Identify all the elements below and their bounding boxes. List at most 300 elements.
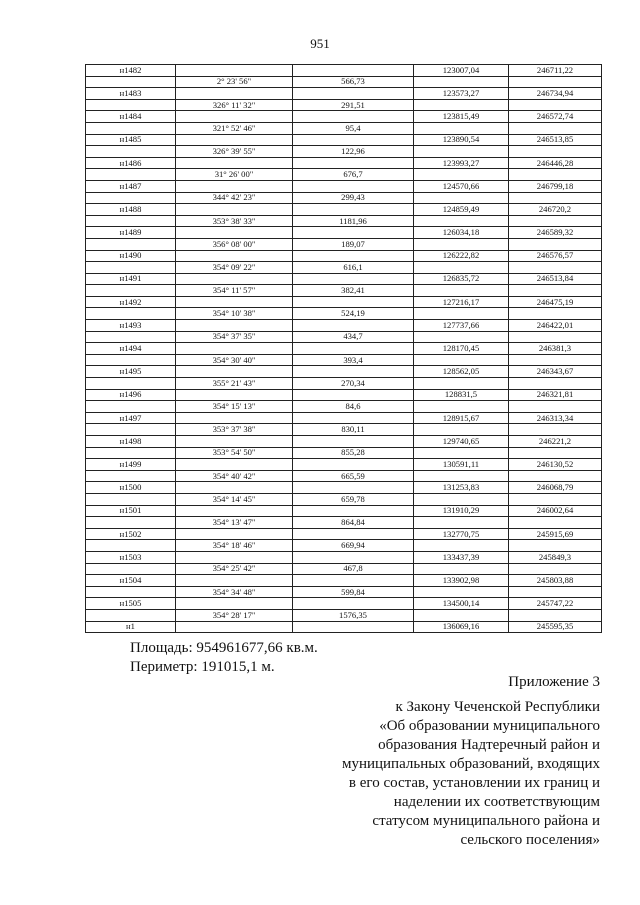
point-id-cell xyxy=(86,192,176,204)
point-row xyxy=(86,551,602,563)
x-coordinate-cell: 128831,5 xyxy=(414,389,509,401)
angle-cell xyxy=(176,436,293,448)
distance-cell xyxy=(293,459,414,471)
x-coordinate-cell: 123890,54 xyxy=(414,134,509,146)
segment-row xyxy=(86,192,602,204)
point-row xyxy=(86,343,602,355)
x-coordinate-cell xyxy=(414,146,509,158)
distance-cell xyxy=(293,111,414,123)
y-coordinate-cell: 245849,3 xyxy=(509,551,602,563)
x-coordinate-cell: 126222,82 xyxy=(414,250,509,262)
y-coordinate-cell: 246321,81 xyxy=(509,389,602,401)
x-coordinate-cell: 123573,27 xyxy=(414,88,509,100)
angle-cell xyxy=(176,88,293,100)
point-id-cell: н1503 xyxy=(86,551,176,563)
angle-cell xyxy=(176,598,293,610)
distance-cell xyxy=(293,482,414,494)
x-coordinate-cell: 129740,65 xyxy=(414,436,509,448)
angle-cell xyxy=(176,528,293,540)
y-coordinate-cell xyxy=(509,447,602,459)
x-coordinate-cell xyxy=(414,76,509,88)
x-coordinate-cell: 127737,66 xyxy=(414,320,509,332)
angle-cell xyxy=(176,412,293,424)
x-coordinate-cell xyxy=(414,215,509,227)
x-coordinate-cell xyxy=(414,354,509,366)
point-row xyxy=(86,134,602,146)
point-id-cell xyxy=(86,447,176,459)
y-coordinate-cell: 245803,88 xyxy=(509,575,602,587)
y-coordinate-cell xyxy=(509,215,602,227)
angle-cell: 354° 34' 48" xyxy=(176,586,293,598)
point-id-cell xyxy=(86,401,176,413)
x-coordinate-cell: 123993,27 xyxy=(414,157,509,169)
distance-cell xyxy=(293,250,414,262)
y-coordinate-cell xyxy=(509,354,602,366)
distance-cell xyxy=(293,157,414,169)
angle-cell xyxy=(176,296,293,308)
point-id-cell xyxy=(86,586,176,598)
point-id-cell xyxy=(86,517,176,529)
y-coordinate-cell xyxy=(509,76,602,88)
segment-row xyxy=(86,401,602,413)
point-id-cell: н1483 xyxy=(86,88,176,100)
segment-row xyxy=(86,470,602,482)
x-coordinate-cell: 124570,66 xyxy=(414,180,509,192)
x-coordinate-cell xyxy=(414,169,509,181)
appendix-block xyxy=(300,673,600,850)
point-id-cell xyxy=(86,99,176,111)
point-id-cell: н1505 xyxy=(86,598,176,610)
x-coordinate-cell: 131910,29 xyxy=(414,505,509,517)
point-id-cell: н1488 xyxy=(86,204,176,216)
point-id-cell xyxy=(86,215,176,227)
point-row xyxy=(86,180,602,192)
distance-cell xyxy=(293,575,414,587)
angle-cell xyxy=(176,250,293,262)
angle-cell: 354° 14' 45" xyxy=(176,493,293,505)
y-coordinate-cell xyxy=(509,470,602,482)
x-coordinate-cell: 132770,75 xyxy=(414,528,509,540)
distance-cell: 467,8 xyxy=(293,563,414,575)
segment-row xyxy=(86,99,602,111)
distance-cell: 189,07 xyxy=(293,238,414,250)
area-text: Площадь: 954961677,66 кв.м. xyxy=(130,640,318,656)
angle-cell: 326° 11' 32" xyxy=(176,99,293,111)
point-id-cell: н1490 xyxy=(86,250,176,262)
point-id-cell: н1493 xyxy=(86,320,176,332)
x-coordinate-cell: 123007,04 xyxy=(414,65,509,77)
angle-cell: 321° 52' 46" xyxy=(176,122,293,134)
appendix-line: «Об образовании муниципального xyxy=(379,718,600,734)
point-id-cell: н1482 xyxy=(86,65,176,77)
y-coordinate-cell: 246130,52 xyxy=(509,459,602,471)
angle-cell: 354° 13' 47" xyxy=(176,517,293,529)
y-coordinate-cell: 245915,69 xyxy=(509,528,602,540)
segment-row xyxy=(86,563,602,575)
distance-cell: 599,84 xyxy=(293,586,414,598)
segment-row xyxy=(86,331,602,343)
x-coordinate-cell xyxy=(414,493,509,505)
point-row xyxy=(86,505,602,517)
point-row xyxy=(86,482,602,494)
distance-cell xyxy=(293,273,414,285)
distance-cell: 95,4 xyxy=(293,122,414,134)
angle-cell xyxy=(176,320,293,332)
x-coordinate-cell xyxy=(414,331,509,343)
angle-cell xyxy=(176,389,293,401)
x-coordinate-cell: 123815,49 xyxy=(414,111,509,123)
x-coordinate-cell xyxy=(414,308,509,320)
point-row xyxy=(86,598,602,610)
segment-row xyxy=(86,76,602,88)
point-id-cell xyxy=(86,238,176,250)
appendix-line: в его состав, установлении их границ и xyxy=(348,775,600,791)
point-id-cell xyxy=(86,493,176,505)
point-id-cell xyxy=(86,424,176,436)
point-row xyxy=(86,273,602,285)
x-coordinate-cell xyxy=(414,401,509,413)
point-id-cell: н1492 xyxy=(86,296,176,308)
angle-cell xyxy=(176,111,293,123)
y-coordinate-cell: 246381,3 xyxy=(509,343,602,355)
distance-cell xyxy=(293,204,414,216)
distance-cell xyxy=(293,621,414,633)
page-number: 951 xyxy=(310,36,330,51)
distance-cell: 382,41 xyxy=(293,285,414,297)
segment-row xyxy=(86,447,602,459)
angle-cell xyxy=(176,505,293,517)
x-coordinate-cell: 126835,72 xyxy=(414,273,509,285)
segment-row xyxy=(86,146,602,158)
angle-cell xyxy=(176,65,293,77)
distance-cell: 524,19 xyxy=(293,308,414,320)
y-coordinate-cell xyxy=(509,493,602,505)
appendix-line: муниципальных образований, входящих xyxy=(341,756,600,772)
angle-cell: 354° 09' 22" xyxy=(176,262,293,274)
point-row xyxy=(86,528,602,540)
point-id-cell xyxy=(86,76,176,88)
y-coordinate-cell: 246446,28 xyxy=(509,157,602,169)
segment-row xyxy=(86,122,602,134)
segment-row xyxy=(86,493,602,505)
angle-cell xyxy=(176,621,293,633)
point-id-cell: н1487 xyxy=(86,180,176,192)
y-coordinate-cell xyxy=(509,308,602,320)
angle-cell: 353° 37' 38" xyxy=(176,424,293,436)
angle-cell: 354° 10' 38" xyxy=(176,308,293,320)
y-coordinate-cell: 246002,64 xyxy=(509,505,602,517)
x-coordinate-cell: 126034,18 xyxy=(414,227,509,239)
point-id-cell: н1491 xyxy=(86,273,176,285)
distance-cell: 270,34 xyxy=(293,378,414,390)
angle-cell xyxy=(176,180,293,192)
segment-row xyxy=(86,308,602,320)
y-coordinate-cell xyxy=(509,122,602,134)
distance-cell xyxy=(293,88,414,100)
y-coordinate-cell xyxy=(509,378,602,390)
point-row xyxy=(86,459,602,471)
y-coordinate-cell: 246343,67 xyxy=(509,366,602,378)
angle-cell xyxy=(176,366,293,378)
segment-row xyxy=(86,354,602,366)
distance-cell xyxy=(293,343,414,355)
point-row xyxy=(86,575,602,587)
x-coordinate-cell xyxy=(414,470,509,482)
x-coordinate-cell: 128915,67 xyxy=(414,412,509,424)
y-coordinate-cell: 245747,22 xyxy=(509,598,602,610)
segment-row xyxy=(86,169,602,181)
angle-cell: 326° 39' 55" xyxy=(176,146,293,158)
distance-cell: 676,7 xyxy=(293,169,414,181)
point-id-cell: н1484 xyxy=(86,111,176,123)
x-coordinate-cell: 136069,16 xyxy=(414,621,509,633)
distance-cell xyxy=(293,180,414,192)
x-coordinate-cell xyxy=(414,285,509,297)
point-id-cell xyxy=(86,540,176,552)
point-id-cell: н1501 xyxy=(86,505,176,517)
point-id-cell xyxy=(86,122,176,134)
point-row xyxy=(86,320,602,332)
angle-cell: 354° 15' 13" xyxy=(176,401,293,413)
appendix-line: образования Надтеречный район и xyxy=(378,737,600,753)
y-coordinate-cell: 246313,34 xyxy=(509,412,602,424)
coordinates-table xyxy=(85,64,602,633)
distance-cell xyxy=(293,296,414,308)
angle-cell: 354° 40' 42" xyxy=(176,470,293,482)
segment-row xyxy=(86,586,602,598)
distance-cell: 122,96 xyxy=(293,146,414,158)
distance-cell xyxy=(293,227,414,239)
x-coordinate-cell xyxy=(414,517,509,529)
y-coordinate-cell xyxy=(509,331,602,343)
summary-block xyxy=(130,639,318,677)
y-coordinate-cell xyxy=(509,99,602,111)
distance-cell: 669,94 xyxy=(293,540,414,552)
x-coordinate-cell: 131253,83 xyxy=(414,482,509,494)
y-coordinate-cell: 246576,57 xyxy=(509,250,602,262)
point-id-cell: н1504 xyxy=(86,575,176,587)
y-coordinate-cell: 246221,2 xyxy=(509,436,602,448)
point-row xyxy=(86,88,602,100)
angle-cell: 344° 42' 23" xyxy=(176,192,293,204)
x-coordinate-cell xyxy=(414,192,509,204)
angle-cell: 354° 18' 46" xyxy=(176,540,293,552)
y-coordinate-cell xyxy=(509,586,602,598)
point-row xyxy=(86,436,602,448)
point-row xyxy=(86,412,602,424)
y-coordinate-cell xyxy=(509,401,602,413)
segment-row xyxy=(86,609,602,621)
y-coordinate-cell xyxy=(509,262,602,274)
angle-cell: 354° 25' 42" xyxy=(176,563,293,575)
segment-row xyxy=(86,378,602,390)
y-coordinate-cell: 246572,74 xyxy=(509,111,602,123)
distance-cell: 864,84 xyxy=(293,517,414,529)
x-coordinate-cell xyxy=(414,262,509,274)
point-row xyxy=(86,65,602,77)
y-coordinate-cell xyxy=(509,192,602,204)
distance-cell xyxy=(293,389,414,401)
segment-row xyxy=(86,238,602,250)
x-coordinate-cell: 134500,14 xyxy=(414,598,509,610)
point-id-cell xyxy=(86,609,176,621)
x-coordinate-cell xyxy=(414,447,509,459)
point-row xyxy=(86,250,602,262)
angle-cell xyxy=(176,273,293,285)
distance-cell xyxy=(293,366,414,378)
point-id-cell: н1502 xyxy=(86,528,176,540)
y-coordinate-cell: 246734,94 xyxy=(509,88,602,100)
distance-cell xyxy=(293,505,414,517)
segment-row xyxy=(86,262,602,274)
point-id-cell: н1 xyxy=(86,621,176,633)
distance-cell xyxy=(293,65,414,77)
x-coordinate-cell xyxy=(414,609,509,621)
angle-cell xyxy=(176,575,293,587)
point-row xyxy=(86,227,602,239)
y-coordinate-cell: 246475,19 xyxy=(509,296,602,308)
point-id-cell xyxy=(86,169,176,181)
y-coordinate-cell: 246513,85 xyxy=(509,134,602,146)
x-coordinate-cell: 133902,98 xyxy=(414,575,509,587)
point-id-cell: н1485 xyxy=(86,134,176,146)
point-row xyxy=(86,111,602,123)
angle-cell xyxy=(176,227,293,239)
distance-cell: 665,59 xyxy=(293,470,414,482)
point-id-cell xyxy=(86,262,176,274)
distance-cell: 434,7 xyxy=(293,331,414,343)
segment-row xyxy=(86,215,602,227)
point-id-cell: н1500 xyxy=(86,482,176,494)
point-id-cell: н1498 xyxy=(86,436,176,448)
distance-cell: 616,1 xyxy=(293,262,414,274)
x-coordinate-cell: 127216,17 xyxy=(414,296,509,308)
segment-row xyxy=(86,517,602,529)
angle-cell xyxy=(176,343,293,355)
angle-cell: 354° 37' 35" xyxy=(176,331,293,343)
x-coordinate-cell xyxy=(414,563,509,575)
distance-cell: 659,78 xyxy=(293,493,414,505)
angle-cell xyxy=(176,157,293,169)
appendix-line: наделении их соответствующим xyxy=(393,794,600,810)
point-id-cell xyxy=(86,563,176,575)
x-coordinate-cell: 128170,45 xyxy=(414,343,509,355)
y-coordinate-cell: 246589,32 xyxy=(509,227,602,239)
y-coordinate-cell: 246422,01 xyxy=(509,320,602,332)
point-row xyxy=(86,296,602,308)
point-id-cell xyxy=(86,331,176,343)
distance-cell xyxy=(293,436,414,448)
distance-cell: 291,51 xyxy=(293,99,414,111)
point-id-cell xyxy=(86,308,176,320)
segment-row xyxy=(86,285,602,297)
point-id-cell: н1495 xyxy=(86,366,176,378)
angle-cell: 353° 38' 33" xyxy=(176,215,293,227)
x-coordinate-cell xyxy=(414,424,509,436)
point-row xyxy=(86,389,602,401)
distance-cell xyxy=(293,598,414,610)
distance-cell: 566,73 xyxy=(293,76,414,88)
y-coordinate-cell xyxy=(509,540,602,552)
angle-cell xyxy=(176,134,293,146)
point-id-cell xyxy=(86,354,176,366)
distance-cell xyxy=(293,320,414,332)
point-id-cell: н1496 xyxy=(86,389,176,401)
y-coordinate-cell xyxy=(509,238,602,250)
point-id-cell: н1499 xyxy=(86,459,176,471)
angle-cell: 2° 23' 56" xyxy=(176,76,293,88)
angle-cell: 354° 11' 57" xyxy=(176,285,293,297)
point-id-cell: н1489 xyxy=(86,227,176,239)
point-id-cell xyxy=(86,378,176,390)
point-row xyxy=(86,621,602,633)
x-coordinate-cell xyxy=(414,99,509,111)
point-id-cell xyxy=(86,146,176,158)
segment-row xyxy=(86,540,602,552)
y-coordinate-cell xyxy=(509,563,602,575)
angle-cell xyxy=(176,204,293,216)
appendix-title: Приложение 3 xyxy=(508,674,600,690)
distance-cell: 1576,35 xyxy=(293,609,414,621)
y-coordinate-cell: 246799,18 xyxy=(509,180,602,192)
y-coordinate-cell: 245595,35 xyxy=(509,621,602,633)
distance-cell: 393,4 xyxy=(293,354,414,366)
x-coordinate-cell xyxy=(414,378,509,390)
x-coordinate-cell xyxy=(414,586,509,598)
angle-cell: 31° 26' 00" xyxy=(176,169,293,181)
angle-cell: 354° 28' 17" xyxy=(176,609,293,621)
y-coordinate-cell xyxy=(509,169,602,181)
angle-cell: 356° 08' 00" xyxy=(176,238,293,250)
x-coordinate-cell: 130591,11 xyxy=(414,459,509,471)
angle-cell: 354° 30' 40" xyxy=(176,354,293,366)
distance-cell xyxy=(293,412,414,424)
distance-cell: 830,11 xyxy=(293,424,414,436)
perimeter-text: Периметр: 191015,1 м. xyxy=(130,659,275,675)
distance-cell xyxy=(293,528,414,540)
distance-cell: 299,43 xyxy=(293,192,414,204)
y-coordinate-cell: 246720,2 xyxy=(509,204,602,216)
appendix-line: сельского поселения» xyxy=(460,832,600,848)
point-row xyxy=(86,366,602,378)
point-id-cell: н1494 xyxy=(86,343,176,355)
point-id-cell xyxy=(86,285,176,297)
angle-cell: 353° 54' 50" xyxy=(176,447,293,459)
distance-cell xyxy=(293,551,414,563)
y-coordinate-cell xyxy=(509,609,602,621)
distance-cell xyxy=(293,134,414,146)
y-coordinate-cell: 246513,84 xyxy=(509,273,602,285)
distance-cell: 1181,96 xyxy=(293,215,414,227)
y-coordinate-cell xyxy=(509,517,602,529)
distance-cell: 84,6 xyxy=(293,401,414,413)
x-coordinate-cell xyxy=(414,122,509,134)
x-coordinate-cell xyxy=(414,540,509,552)
angle-cell xyxy=(176,482,293,494)
angle-cell: 355° 21' 43" xyxy=(176,378,293,390)
y-coordinate-cell: 246068,79 xyxy=(509,482,602,494)
angle-cell xyxy=(176,459,293,471)
appendix-line: статусом муниципального района и xyxy=(372,813,600,829)
x-coordinate-cell: 128562,05 xyxy=(414,366,509,378)
x-coordinate-cell: 133437,39 xyxy=(414,551,509,563)
y-coordinate-cell xyxy=(509,285,602,297)
point-row xyxy=(86,157,602,169)
appendix-caption xyxy=(300,698,600,850)
y-coordinate-cell xyxy=(509,146,602,158)
point-row xyxy=(86,204,602,216)
segment-row xyxy=(86,424,602,436)
